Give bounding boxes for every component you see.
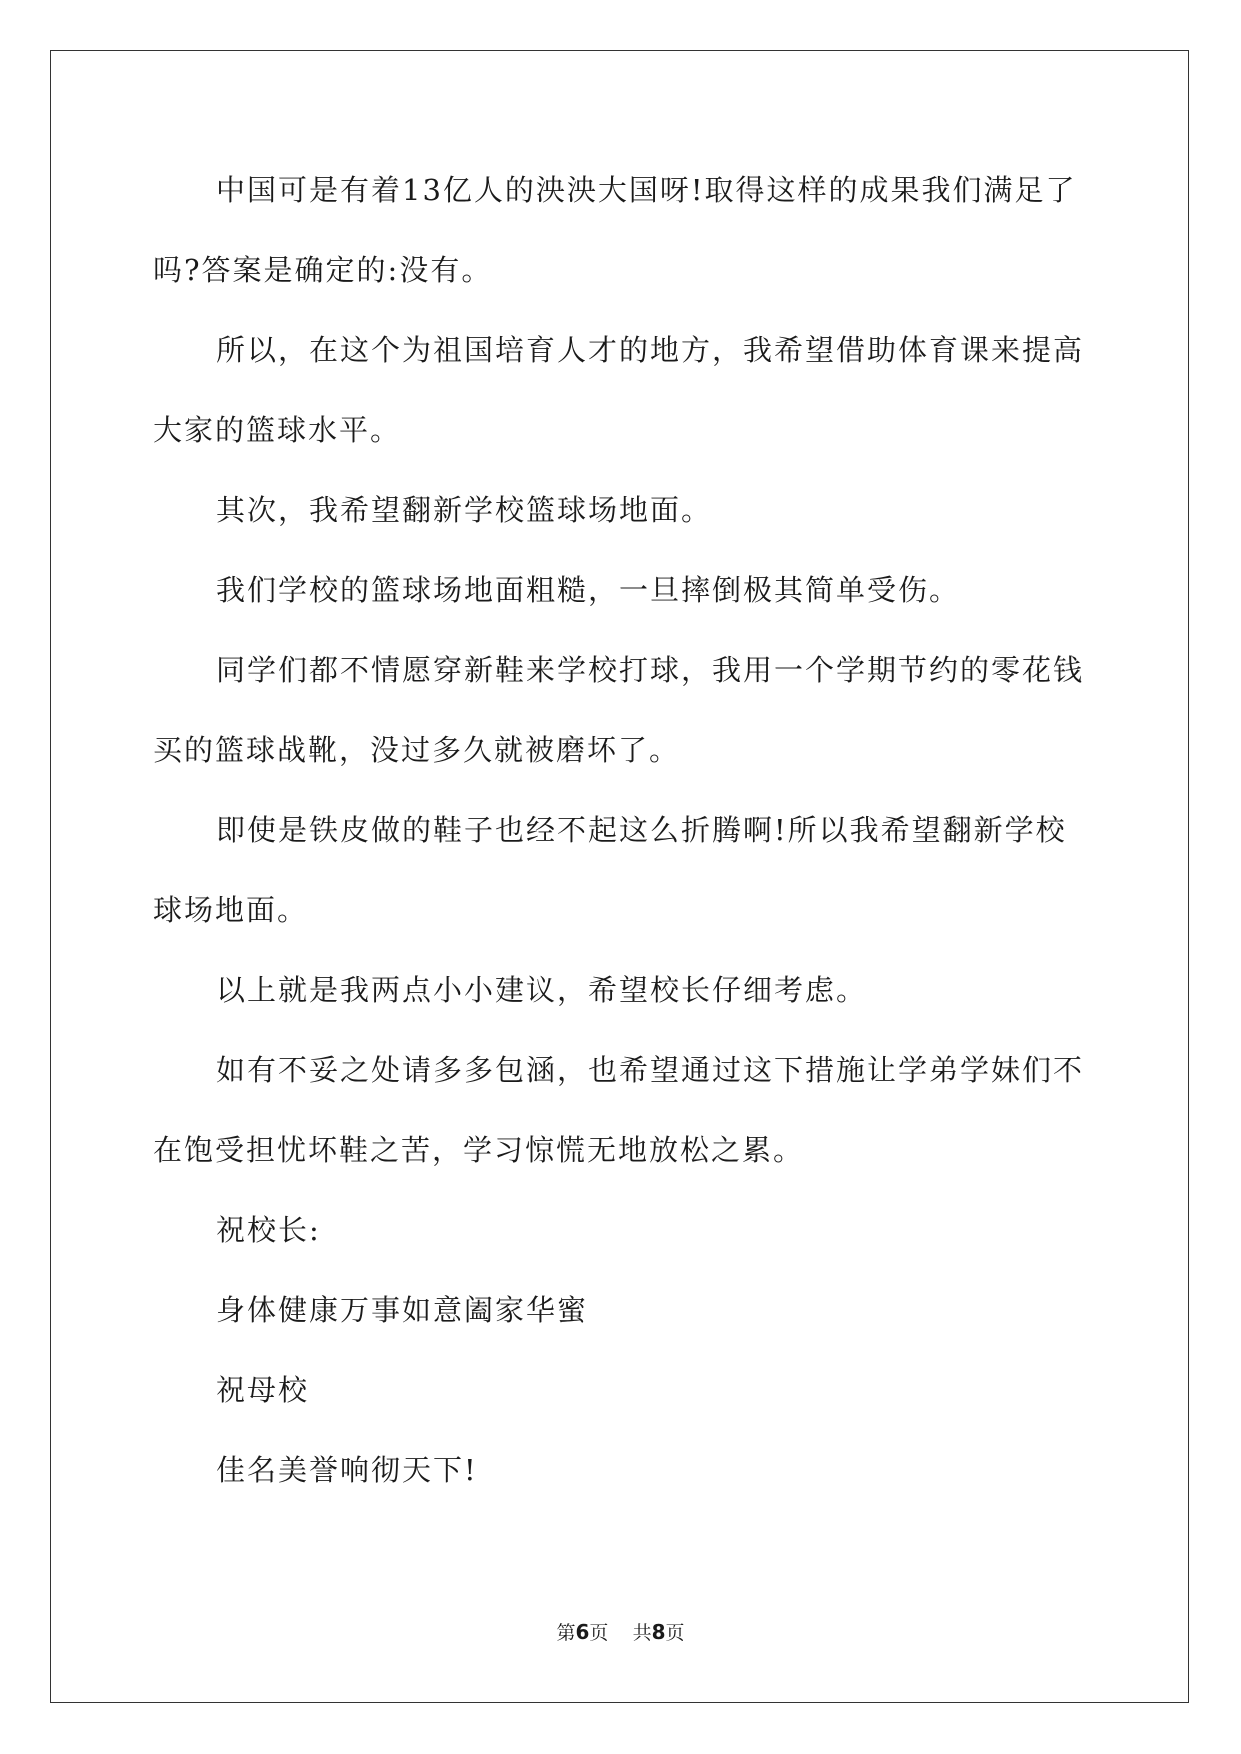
page-footer — [0, 1620, 1241, 1645]
paragraph-line: 即使是铁皮做的鞋子也经不起这么折腾啊!所以我希望翻新学校 — [216, 813, 1067, 847]
paragraph-line: 大家的篮球水平。 — [153, 413, 402, 447]
paragraph-line: 所以，在这个为祖国培育人才的地方，我希望借助体育课来提高 — [216, 333, 1085, 367]
page-number — [556, 1622, 608, 1644]
page-total — [633, 1622, 685, 1644]
paragraph-line: 同学们都不情愿穿新鞋来学校打球，我用一个学期节约的零花钱 — [216, 653, 1085, 687]
paragraph-line: 在饱受担忧坏鞋之苦，学习惊慌无地放松之累。 — [153, 1133, 805, 1167]
paragraph-line: 买的篮球战靴，没过多久就被磨坏了。 — [153, 733, 681, 767]
page-prefix: 第 — [556, 1622, 576, 1644]
current-page-number: 6 — [575, 1620, 590, 1644]
paragraph-line: 身体健康万事如意阖家华蜜 — [216, 1293, 589, 1327]
paragraph-line: 吗?答案是确定的:没有。 — [153, 253, 493, 287]
page-suffix: 页 — [589, 1622, 609, 1644]
paragraph-line: 我们学校的篮球场地面粗糙，一旦摔倒极其简单受伤。 — [216, 573, 961, 607]
paragraph-line: 中国可是有着13亿人的泱泱大国呀!取得这样的成果我们满足了 — [216, 173, 1077, 207]
paragraph-line: 其次，我希望翻新学校篮球场地面。 — [216, 493, 713, 527]
total-prefix: 共 — [632, 1622, 652, 1644]
paragraph-line: 佳名美誉响彻天下! — [216, 1453, 478, 1487]
paragraph-line: 如有不妥之处请多多包涵，也希望通过这下措施让学弟学妹们不 — [216, 1053, 1085, 1087]
total-suffix: 页 — [665, 1622, 685, 1644]
paragraph-line: 球场地面。 — [153, 893, 309, 927]
total-page-number: 8 — [651, 1620, 666, 1644]
paragraph-line: 以上就是我两点小小建议，希望校长仔细考虑。 — [216, 973, 868, 1007]
paragraph-line: 祝母校 — [216, 1373, 310, 1407]
paragraph-line: 祝校长: — [216, 1213, 321, 1247]
